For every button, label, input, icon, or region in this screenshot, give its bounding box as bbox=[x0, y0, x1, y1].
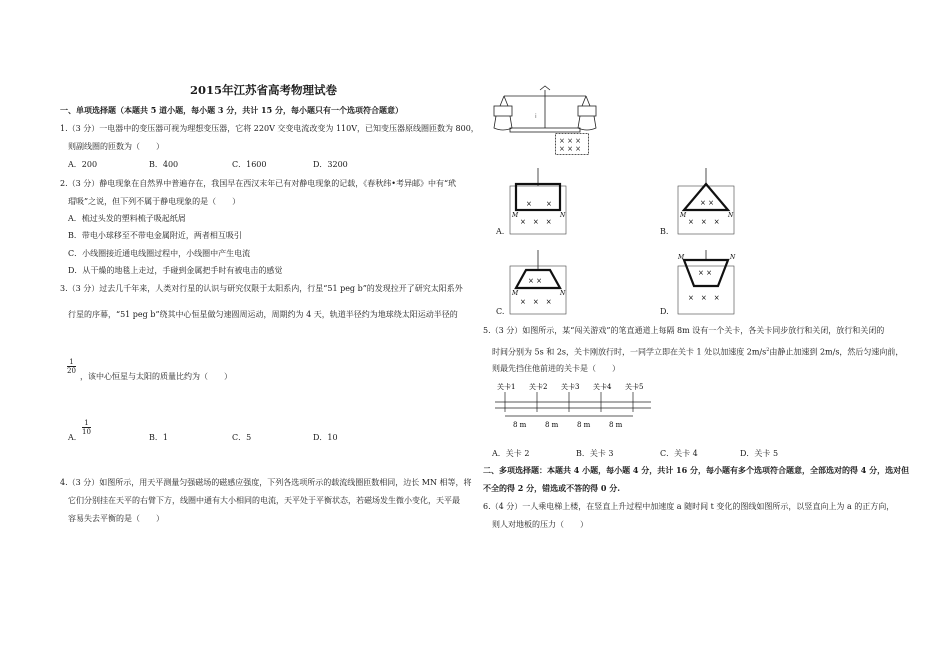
q5-option-b: B．关卡 3 bbox=[576, 449, 614, 458]
balance-scale-ticks: ⁞ bbox=[535, 113, 537, 120]
q4-stem-line3: 容易失去平衡的是（ ） bbox=[68, 514, 164, 523]
q3-option-a-fraction bbox=[82, 419, 91, 436]
gate-1-label: 关卡1 bbox=[497, 383, 516, 391]
figure-a-cross: × bbox=[526, 200, 532, 208]
q5-stem-line2-part2: 由静止加速到 2m/s，然后匀速向前， bbox=[769, 347, 904, 357]
gate-3-label: 关卡3 bbox=[561, 383, 580, 391]
field-crosses-top: × × × bbox=[559, 137, 582, 145]
figure-d-cross: × × × bbox=[688, 294, 720, 302]
q3-option-a-numerator: 1 bbox=[82, 419, 91, 428]
q2-stem-line1: 2.（3 分）静电现象在自然界中普遍存在，我国早在西汉末年已有对静电现象的记载，《春秋纬•考异邮》中有“玳 bbox=[60, 179, 457, 188]
q2-option-a: A．梳过头发的塑料梳子吸起纸屑 bbox=[68, 214, 186, 223]
gate-4-label: 关卡4 bbox=[593, 383, 612, 391]
q2-option-b: B．带电小球移至不带电金属附近，两者相互吸引 bbox=[68, 231, 242, 240]
figure-a-label: A. bbox=[496, 227, 505, 236]
q3-stem-line2: 行星的序幕，“51 peg b”绕其中心恒星做匀速圆周运动，周期约为 4 天，轨道半径约为地球绕太阳运动半径的 bbox=[68, 310, 458, 319]
q3-option-a-denominator: 10 bbox=[82, 428, 91, 436]
q3-fraction-numerator: 1 bbox=[67, 358, 76, 367]
gate-distance-1: 8 m bbox=[513, 421, 527, 429]
q5-option-c: C．关卡 4 bbox=[660, 449, 698, 458]
gate-2-label: 关卡2 bbox=[529, 383, 548, 391]
figure-d-m-label: M bbox=[678, 254, 685, 261]
q3-stem-line3: ，该中心恒星与太阳的质量比约为（ ） bbox=[80, 372, 232, 381]
figure-d bbox=[664, 250, 744, 320]
q5-stem-line2-sup: 2 bbox=[766, 347, 770, 353]
q1-stem-line2: 则副线圈的匝数为（ ） bbox=[68, 142, 164, 151]
q2-option-d: D．从干燥的地毯上走过，手碰到金属把手时有被电击的感觉 bbox=[68, 266, 283, 275]
figure-c bbox=[496, 250, 576, 320]
q6-stem-line2: 则人对地板的压力（ ） bbox=[492, 520, 588, 529]
figure-b-cross: × × bbox=[700, 199, 714, 207]
figure-b-n-label: N bbox=[728, 212, 734, 219]
q1-option-c: C．1600 bbox=[232, 160, 267, 169]
figure-c-cross: × × × bbox=[520, 298, 552, 306]
q1-stem-line1: 1.（3 分）一电器中的变压器可视为理想变压器，它将 220V 交变电流改变为 110V，已知变压器原线圈匝数为 800， bbox=[60, 124, 479, 133]
figure-a-n-label: N bbox=[560, 212, 566, 219]
q5-stem-line3: 则最先挡住他前进的关卡是（ ） bbox=[492, 364, 620, 373]
section-2-heading-line2: 不全的得 2 分，错选或不答的得 0 分. bbox=[483, 483, 621, 493]
q3-option-a-label: A． bbox=[68, 433, 82, 442]
q1-option-a: A．200 bbox=[68, 160, 98, 169]
q6-stem-line1: 6.（4 分）一人乘电梯上楼，在竖直上升过程中加速度 a 随时间 t 变化的图线如图所示，以竖直向上为 a 的正方向， bbox=[483, 502, 895, 511]
figure-b bbox=[664, 168, 744, 238]
figure-a bbox=[496, 168, 576, 238]
figure-b-cross: × × × bbox=[688, 218, 720, 226]
q3-option-d: D．10 bbox=[313, 433, 338, 442]
figure-c-label: C. bbox=[496, 307, 505, 316]
q3-fraction-denominator: 20 bbox=[67, 367, 76, 375]
figure-b-label: B. bbox=[660, 227, 669, 236]
q3-option-b: B．1 bbox=[149, 433, 168, 442]
section-2-heading-line1: 二、多项选择题：本题共 4 小题，每小题 4 分，共计 16 分，每小题有多个选项符合题意，全部选对的得 4 分，选对但 bbox=[483, 465, 910, 475]
figure-b-m-label: M bbox=[680, 212, 687, 219]
gate-distance-4: 8 m bbox=[609, 421, 623, 429]
q1-option-d: D．3200 bbox=[313, 160, 348, 169]
figure-a-cross: × bbox=[546, 200, 552, 208]
q3-fraction bbox=[67, 358, 76, 375]
field-crosses-bottom: × × × bbox=[559, 145, 582, 153]
figure-c-n-label: N bbox=[560, 290, 566, 297]
figure-c-m-label: M bbox=[512, 290, 519, 297]
section-1-heading: 一、单项选择题（本题共 5 道小题，每小题 3 分，共计 15 分，每小题只有一个选项符合题意） bbox=[60, 105, 403, 115]
figure-d-cross: × × bbox=[698, 269, 712, 277]
q5-stem-line2 bbox=[492, 345, 903, 358]
q3-option-c: C．5 bbox=[232, 433, 252, 442]
q5-stem-line1: 5.（3 分）如图所示，某“闯关游戏”的笔直通道上每隔 8m 设有一个关卡，各关卡同步放行和关闭，放行和关闭的 bbox=[483, 326, 885, 335]
page-title: 2015年江苏省高考物理试卷 bbox=[190, 83, 338, 97]
figure-d-label: D. bbox=[660, 307, 669, 316]
figure-d-n-label: N bbox=[730, 254, 736, 261]
q1-option-b: B．400 bbox=[149, 160, 179, 169]
q3-stem-line1: 3.（3 分）过去几千年来，人类对行星的认识与研究仅限于太阳系内，行星“51 peg b”的发现拉开了研究太阳系外 bbox=[60, 284, 463, 293]
gates-figure bbox=[495, 380, 655, 432]
q5-option-a: A．关卡 2 bbox=[492, 449, 530, 458]
gate-5-label: 关卡5 bbox=[625, 383, 644, 391]
q5-option-d: D．关卡 5 bbox=[740, 449, 779, 458]
field-box bbox=[555, 133, 589, 155]
figure-a-cross: × × × bbox=[520, 218, 552, 226]
q2-option-c: C．小线圈接近通电线圈过程中，小线圈中产生电流 bbox=[68, 249, 251, 258]
q4-stem-line1: 4.（3 分）如图所示，用天平测量匀强磁场的磁感应强度，下列各选项所示的载流线圈匝数相同，边长 MN 相等，将 bbox=[60, 478, 472, 487]
q5-stem-line2-part1: 时间分别为 5s 和 2s，关卡刚放行时，一同学立即在关卡 1 处以加速度 2m/s bbox=[492, 347, 767, 357]
gate-distance-2: 8 m bbox=[545, 421, 559, 429]
figure-a-m-label: M bbox=[512, 212, 519, 219]
q4-stem-line2: 它们分别挂在天平的右臂下方，线圈中通有大小相同的电流，天平处于平衡状态，若磁场发生微小变化，天平最 bbox=[68, 496, 460, 505]
gate-distance-3: 8 m bbox=[577, 421, 591, 429]
figure-c-cross: × × bbox=[528, 277, 542, 285]
q2-stem-line2: 瑁吸”之说，但下列不属于静电现象的是（ ） bbox=[68, 197, 241, 206]
